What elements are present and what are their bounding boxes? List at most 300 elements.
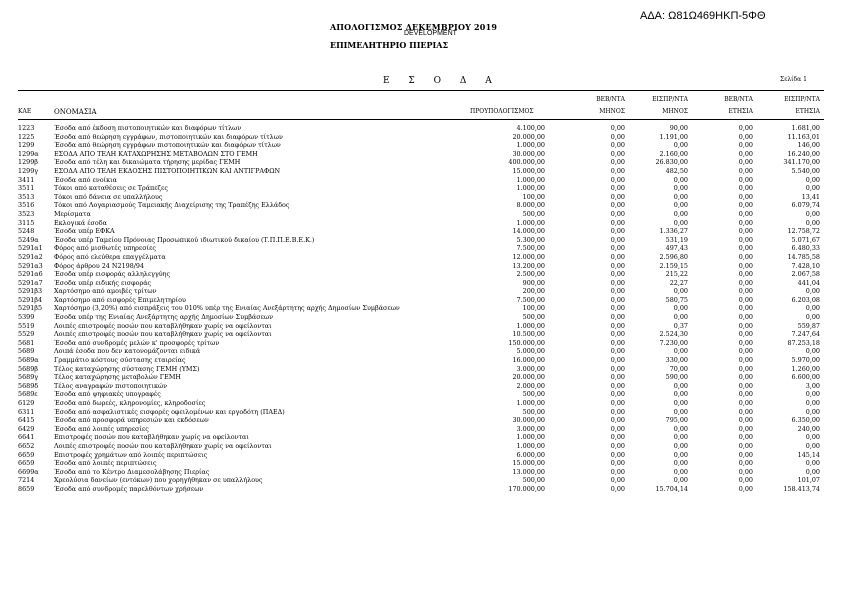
row-month-collect: 0,00 (673, 390, 688, 399)
row-kae: 5399 (18, 313, 35, 322)
row-kae: 3115 (18, 218, 35, 227)
row-month-commit: 0,00 (610, 373, 625, 382)
row-month-commit: 0,00 (610, 459, 625, 468)
row-month-commit: 0,00 (610, 390, 625, 399)
row-year-commit: 0,00 (738, 433, 753, 442)
row-budget: 4.100,00 (516, 124, 545, 132)
row-kae: 6429 (18, 424, 35, 433)
row-budget: 12.000,00 (512, 252, 545, 261)
row-kae: 3513 (18, 192, 35, 201)
row-month-commit: 0,00 (610, 287, 625, 296)
row-year-commit: 0,00 (738, 484, 753, 493)
row-name: Έσοδα από το Κέντρο Διαμεσολάβησης Πιερίας (54, 467, 210, 476)
row-month-commit: 0,00 (610, 433, 625, 442)
row-kae: 3523 (18, 209, 35, 218)
row-year-collect: 0,00 (805, 218, 820, 227)
row-kae: 3516 (18, 201, 35, 210)
row-year-collect: 0,00 (805, 313, 820, 322)
table-row (0, 476, 842, 485)
row-year-commit: 0,00 (738, 235, 753, 244)
table-row (0, 244, 842, 253)
row-name: Έσοδα υπέρ εισφοράς αλληλεγγύης (54, 270, 171, 279)
organization-name: ΕΠΙΜΕΛΗΤΗΡΙΟ ΠΙΕΡΙΑΣ (330, 40, 449, 50)
row-kae: 6652 (18, 441, 35, 450)
row-budget: 500,00 (522, 313, 545, 322)
row-kae: 3511 (18, 184, 35, 193)
row-name: Έσοδα από ενοίκια (54, 175, 117, 184)
row-budget: 5.300,00 (516, 235, 545, 244)
row-month-collect: 0,00 (673, 201, 688, 210)
row-year-commit: 0,00 (738, 295, 753, 304)
row-year-collect: 0,00 (805, 407, 820, 416)
row-month-collect: 590,00 (665, 373, 688, 382)
row-budget: 14.000,00 (512, 227, 545, 236)
row-year-collect: 341.170,00 (783, 158, 820, 167)
row-month-collect: 2.596,80 (659, 252, 688, 261)
row-year-collect: 1.260,00 (791, 364, 820, 373)
row-kae: 5291α7 (18, 278, 43, 287)
col-header-budget: ΠΡΟΥΠΟΛΟΓΙΣΜΟΣ (470, 108, 534, 115)
row-year-collect: 6.203,08 (791, 295, 820, 304)
row-year-commit: 0,00 (738, 201, 753, 210)
row-kae: 1225 (18, 132, 35, 141)
row-year-collect: 0,00 (805, 175, 820, 184)
row-kae: 5689ε (18, 390, 38, 399)
row-year-collect: 6.600,00 (791, 373, 820, 382)
row-name: Επιστροφές χρημάτων από λοιπές περιπτώσεις (54, 450, 208, 459)
row-year-commit: 0,00 (738, 218, 753, 227)
row-year-collect: 0,00 (805, 459, 820, 468)
header-divider-bottom (18, 119, 824, 120)
row-month-commit: 0,00 (610, 201, 625, 210)
row-year-commit: 0,00 (738, 459, 753, 468)
row-month-commit: 0,00 (610, 252, 625, 261)
row-month-commit: 0,00 (610, 484, 625, 493)
row-year-collect: 13,41 (801, 192, 820, 201)
col-header-name: ΟΝΟΜΑΣΙΑ (54, 108, 97, 116)
row-budget: 2.000,00 (516, 381, 545, 390)
table-row (0, 390, 842, 399)
row-month-collect: 7.230,00 (659, 338, 688, 347)
row-year-commit: 0,00 (738, 166, 753, 175)
row-name: Μερίσματα (54, 209, 91, 218)
row-kae: 5291α6 (18, 270, 43, 279)
row-year-commit: 0,00 (738, 184, 753, 193)
row-month-commit: 0,00 (610, 141, 625, 150)
row-kae: 5689α (18, 356, 39, 365)
row-year-commit: 0,00 (738, 304, 753, 313)
row-year-commit: 0,00 (738, 124, 753, 132)
row-name: Χαρτόσημο από εισφορές Επιμελητηρίου (54, 295, 186, 304)
row-name: Έσοδα από συνδρομές μελών κ' προσφορές τρίτων (54, 338, 220, 347)
row-month-commit: 0,00 (610, 338, 625, 347)
table-row (0, 365, 842, 374)
row-month-commit: 0,00 (610, 399, 625, 407)
row-name: Έσοδα από δωρεές, κληρονομίες, κληροδοσίες (54, 399, 206, 407)
row-month-collect: 0,00 (673, 467, 688, 476)
report-title: ΑΠΟΛΟΓΙΣΜΟΣ ΔΕΚΕΜΒΡΙΟΥ 2019 (330, 22, 498, 32)
row-year-collect: 14.785,58 (787, 252, 820, 261)
row-year-collect: 101,07 (797, 476, 820, 485)
row-month-collect: 2.524,30 (659, 330, 688, 339)
row-name: Τόκοι από Λογαριασμούς Ταμειακής Διαχείρισης της Τραπέζης Ελλάδος (54, 201, 290, 210)
row-budget: 1.000,00 (516, 433, 545, 442)
row-month-commit: 0,00 (610, 304, 625, 313)
row-name: ΕΣΟΔΑ ΑΠΟ ΤΕΛΗ ΕΚΔΟΣΗΣ ΠΙΣΤΟΠΟΙΗΤΙΚΩΝ ΚΑΙ ΑΝΤΙΓΡΑΦΩΝ (54, 166, 281, 175)
row-name: Λοιπά έσοδα που δεν κατονομάζονται ειδικά (54, 347, 201, 356)
row-year-commit: 0,00 (738, 261, 753, 270)
row-budget: 500,00 (522, 390, 545, 399)
row-name: Χαρτόσημο (3,20%) από εισπράξεις του 010% υπέρ της Ενιαίας Ανεξάρτητης αρχής Δημοσίων Συμβάσεων (54, 304, 400, 313)
row-year-commit: 0,00 (738, 321, 753, 330)
row-budget: 3.000,00 (516, 424, 545, 433)
row-kae: 6311 (18, 407, 35, 416)
row-year-collect: 146,00 (797, 141, 820, 150)
row-month-collect: 531,19 (665, 235, 688, 244)
row-kae: 8659 (18, 484, 35, 493)
row-month-commit: 0,00 (610, 467, 625, 476)
row-year-collect: 7.428,10 (791, 261, 820, 270)
row-year-collect: 158.413,74 (783, 484, 820, 493)
row-month-commit: 0,00 (610, 407, 625, 416)
table-row (0, 287, 842, 296)
section-title: Ε Σ Ο Δ Α (383, 76, 500, 86)
row-budget: 100,00 (522, 192, 545, 201)
col-header-month-commit-1: ΒΕΒ/ΝΤΑ (596, 96, 625, 103)
col-header-kae: ΚΑΕ (18, 108, 32, 115)
table-row (0, 279, 842, 288)
row-year-collect: 11.163,01 (787, 132, 820, 141)
row-year-collect: 6.079,74 (791, 201, 820, 210)
row-name: Έσοδα από τέλη και δικαιώματα τήρησης μερίδας ΓΕΜΗ (54, 158, 241, 167)
row-budget: 500,00 (522, 476, 545, 485)
row-kae: 5291α2 (18, 252, 43, 261)
row-month-collect: 70,00 (669, 364, 688, 373)
page-number: Σελίδα 1 (780, 76, 807, 83)
row-year-collect: 0,00 (805, 209, 820, 218)
row-year-collect: 0,00 (805, 390, 820, 399)
row-year-collect: 441,04 (797, 278, 820, 287)
row-budget: 15.000,00 (512, 459, 545, 468)
row-year-commit: 0,00 (738, 407, 753, 416)
row-kae: 5248 (18, 227, 35, 236)
table-row (0, 451, 842, 460)
row-name: Επιστροφές ποσών που καταβλήθηκαν χωρίς να οφείλονται (54, 433, 249, 442)
row-month-collect: 1.336,27 (659, 227, 688, 236)
row-budget: 20.000,00 (512, 132, 545, 141)
row-kae: 5291β3 (18, 287, 43, 296)
row-year-collect: 3,00 (805, 381, 820, 390)
row-budget: 30.000,00 (512, 416, 545, 425)
table-row (0, 442, 842, 451)
table-row (0, 373, 842, 382)
table-row (0, 253, 842, 262)
row-name: Τέλος αναγραφών πιστοποιητικών (54, 381, 168, 390)
row-name: Χρεολύσια δανείων (εντόκων) που χορηγήθηκαν σε υπαλλήλους (54, 476, 263, 485)
row-year-commit: 0,00 (738, 192, 753, 201)
row-month-commit: 0,00 (610, 209, 625, 218)
row-year-commit: 0,00 (738, 467, 753, 476)
row-name: ΕΣΟΔΑ ΑΠΟ ΤΕΛΗ ΚΑΤΑΧΩΡΗΣΗΣ ΜΕΤΑΒΟΛΩΝ ΣΤΟ ΓΕΜΗ (54, 149, 258, 158)
row-month-collect: 482,50 (665, 166, 688, 175)
col-header-year-commit-2: ΕΤΗΣΙΑ (728, 108, 753, 115)
table-row (0, 433, 842, 442)
row-month-collect: 0,00 (673, 347, 688, 356)
row-month-collect: 0,00 (673, 433, 688, 442)
row-year-commit: 0,00 (738, 158, 753, 167)
row-year-commit: 0,00 (738, 381, 753, 390)
table-row (0, 304, 842, 313)
row-year-collect: 0,00 (805, 287, 820, 296)
row-month-collect: 580,75 (665, 295, 688, 304)
row-name: Έσοδα από συνδρομές παρελθόντων χρήσεων (54, 484, 204, 493)
row-name: Έσοδα από έκδοση πιστοποιητικών και διαφόρων τίτλων (54, 124, 242, 132)
row-name: Έσοδα υπέρ ειδικής εισφοράς (54, 278, 152, 287)
row-month-commit: 0,00 (610, 270, 625, 279)
table-row (0, 485, 842, 494)
table-row (0, 459, 842, 468)
row-budget: 5.000,00 (516, 347, 545, 356)
row-month-commit: 0,00 (610, 235, 625, 244)
row-budget: 16.000,00 (512, 356, 545, 365)
table-row (0, 408, 842, 417)
row-year-commit: 0,00 (738, 209, 753, 218)
row-budget: 2.500,00 (516, 270, 545, 279)
row-year-commit: 0,00 (738, 424, 753, 433)
row-month-collect: 0,00 (673, 381, 688, 390)
row-month-collect: 0,00 (673, 209, 688, 218)
table-row (0, 399, 842, 408)
row-year-collect: 0,00 (805, 347, 820, 356)
row-kae: 5249α (18, 235, 39, 244)
row-year-commit: 0,00 (738, 252, 753, 261)
row-year-commit: 0,00 (738, 441, 753, 450)
col-header-year-collect-1: ΕΙΣΠΡ/ΝΤΑ (784, 96, 820, 103)
row-budget: 400.000,00 (508, 158, 545, 167)
row-kae: 6699α (18, 467, 39, 476)
row-kae: 1299 (18, 141, 35, 150)
row-year-collect: 559,87 (797, 321, 820, 330)
row-year-collect: 1.681,00 (791, 124, 820, 132)
row-month-commit: 0,00 (610, 381, 625, 390)
row-kae: 1223 (18, 124, 35, 132)
row-year-commit: 0,00 (738, 390, 753, 399)
row-kae: 1299γ (18, 166, 39, 175)
row-name: Τέλος καταχώρησης μεταβολών ΓΕΜΗ (54, 373, 181, 382)
row-budget: 1.000,00 (516, 399, 545, 407)
table-row (0, 227, 842, 236)
table-row (0, 184, 842, 193)
table-row (0, 141, 842, 150)
row-month-collect: 0,00 (673, 287, 688, 296)
row-month-collect: 0,00 (673, 218, 688, 227)
row-budget: 1.000,00 (516, 218, 545, 227)
row-budget: 20.000,00 (512, 373, 545, 382)
col-header-month-commit-2: ΜΗΝΟΣ (599, 108, 625, 115)
row-month-collect: 0,00 (673, 313, 688, 322)
row-year-commit: 0,00 (738, 373, 753, 382)
row-month-commit: 0,00 (610, 132, 625, 141)
row-year-commit: 0,00 (738, 364, 753, 373)
row-name: Εκλογικά έσοδα (54, 218, 107, 227)
row-name: Φόρος άρθρου 24 Ν2198/94 (54, 261, 145, 270)
row-kae: 5689β (18, 364, 38, 373)
row-year-commit: 0,00 (738, 132, 753, 141)
row-name: Έσοδα από ασφαλιστικές εισφορές οφειλομένων και εργοδότη (ΠΑΕΔ) (54, 407, 285, 416)
row-kae: 5291β4 (18, 295, 43, 304)
row-month-commit: 0,00 (610, 476, 625, 485)
row-budget: 1.000,00 (516, 321, 545, 330)
row-year-commit: 0,00 (738, 287, 753, 296)
table-row (0, 270, 842, 279)
row-year-collect: 87.253,18 (787, 338, 820, 347)
row-year-commit: 0,00 (738, 175, 753, 184)
row-name: Έσοδα από λοιπές υπηρεσίες (54, 424, 149, 433)
table-row (0, 201, 842, 210)
row-month-collect: 0,00 (673, 192, 688, 201)
row-kae: 3411 (18, 175, 35, 184)
row-year-collect: 0,00 (805, 467, 820, 476)
table-row (0, 416, 842, 425)
row-month-collect: 0,00 (673, 141, 688, 150)
row-name: Φόρος από μισθωτές υπηρεσίες (54, 244, 156, 253)
row-budget: 200,00 (522, 287, 545, 296)
row-month-commit: 0,00 (610, 330, 625, 339)
row-year-commit: 0,00 (738, 416, 753, 425)
col-header-month-collect-2: ΜΗΝΟΣ (662, 108, 688, 115)
row-month-commit: 0,00 (610, 175, 625, 184)
overlay-stamp: DEVELOPMENT (404, 30, 457, 37)
row-year-commit: 0,00 (738, 450, 753, 459)
row-month-commit: 0,00 (610, 218, 625, 227)
row-year-collect: 5.071,67 (791, 235, 820, 244)
row-kae: 5291β5 (18, 304, 43, 313)
row-name: Τέλος καταχώρησης σύστασης ΓΕΜΗ (ΥΜΣ) (54, 364, 200, 373)
income-table (0, 124, 842, 494)
row-kae: 6415 (18, 416, 35, 425)
header-divider-top (18, 90, 824, 91)
ada-code: ΑΔΑ: Ω81Ω469ΗΚΠ-5ΦΘ (640, 10, 766, 22)
row-year-commit: 0,00 (738, 313, 753, 322)
row-budget: 1.000,00 (516, 184, 545, 193)
row-budget: 150.000,00 (508, 338, 545, 347)
row-kae: 5681 (18, 338, 35, 347)
col-header-year-commit-1: ΒΕΒ/ΝΤΑ (724, 96, 753, 103)
row-month-collect: 497,43 (665, 244, 688, 253)
row-name: Έσοδα από ψηφιακές υπογραφές (54, 390, 161, 399)
table-row (0, 124, 842, 133)
row-budget: 500,00 (522, 407, 545, 416)
row-name: Έσοδα από θεώρηση εγγράφων, πιστοποιητικών και διαφόρων τίτλων (54, 132, 283, 141)
table-row (0, 356, 842, 365)
table-row (0, 176, 842, 185)
row-month-collect: 2.160,00 (659, 149, 688, 158)
row-budget: 6.000,00 (516, 450, 545, 459)
row-budget: 10.500,00 (512, 330, 545, 339)
row-year-collect: 5.540,00 (791, 166, 820, 175)
row-year-commit: 0,00 (738, 149, 753, 158)
table-row (0, 313, 842, 322)
row-budget: 30.000,00 (512, 149, 545, 158)
row-month-collect: 90,00 (669, 124, 688, 132)
row-year-collect: 0,00 (805, 184, 820, 193)
row-year-commit: 0,00 (738, 227, 753, 236)
row-year-collect: 6.480,33 (791, 244, 820, 253)
row-year-commit: 0,00 (738, 399, 753, 407)
row-month-commit: 0,00 (610, 295, 625, 304)
row-year-collect: 0,00 (805, 399, 820, 407)
row-year-commit: 0,00 (738, 356, 753, 365)
row-month-commit: 0,00 (610, 441, 625, 450)
row-month-commit: 0,00 (610, 364, 625, 373)
row-name: Λοιπές επιστροφές ποσών που καταβλήθηκαν χωρίς να οφείλονται (54, 321, 272, 330)
row-month-collect: 0,00 (673, 450, 688, 459)
row-year-collect: 7.247,64 (791, 330, 820, 339)
row-kae: 5529 (18, 330, 35, 339)
table-row (0, 339, 842, 348)
row-month-collect: 0,00 (673, 175, 688, 184)
row-kae: 6659 (18, 459, 35, 468)
row-name: Έσοδα υπέρ Ταμείου Πρόνοιας Προσωπικού ιδιωτικού δικαίου (Τ.Π.Π.Ε.Β.Ε.Κ.) (54, 235, 315, 244)
row-year-collect: 145,14 (797, 450, 820, 459)
table-row (0, 167, 842, 176)
row-name: Λοιπές επιστροφές ποσών που καταβλήθηκαν χωρίς να οφείλονται (54, 441, 272, 450)
row-month-commit: 0,00 (610, 184, 625, 193)
row-kae: 5689δ (18, 381, 39, 390)
row-budget: 900,00 (522, 278, 545, 287)
row-budget: 500,00 (522, 209, 545, 218)
row-budget: 1.000,00 (516, 441, 545, 450)
row-budget: 3.000,00 (516, 364, 545, 373)
row-month-commit: 0,00 (610, 124, 625, 132)
row-year-collect: 5.970,00 (791, 356, 820, 365)
row-kae: 6659 (18, 450, 35, 459)
row-month-collect: 2.159,15 (659, 261, 688, 270)
table-row (0, 382, 842, 391)
row-year-commit: 0,00 (738, 278, 753, 287)
row-year-collect: 2.067,58 (791, 270, 820, 279)
row-month-collect: 330,00 (665, 356, 688, 365)
row-year-commit: 0,00 (738, 270, 753, 279)
row-month-commit: 0,00 (610, 416, 625, 425)
row-month-collect: 0,00 (673, 399, 688, 407)
table-row (0, 158, 842, 167)
row-year-commit: 0,00 (738, 476, 753, 485)
row-name: Λοιπές επιστροφές ποσών που καταβλήθηκαν χωρίς να οφείλονται (54, 330, 272, 339)
row-year-collect: 240,00 (797, 424, 820, 433)
row-month-collect: 0,00 (673, 304, 688, 313)
row-name: Τόκοι από δάνεια σε υπαλλήλους (54, 192, 163, 201)
row-kae: 1299β (18, 158, 38, 167)
table-row (0, 330, 842, 339)
row-kae: 7214 (18, 476, 35, 485)
row-month-commit: 0,00 (610, 356, 625, 365)
row-year-commit: 0,00 (738, 338, 753, 347)
row-budget: 8.000,00 (516, 201, 545, 210)
row-month-commit: 0,00 (610, 321, 625, 330)
col-header-year-collect-2: ΕΤΗΣΙΑ (795, 108, 820, 115)
table-row (0, 322, 842, 331)
row-budget: 170.000,00 (508, 484, 545, 493)
row-month-commit: 0,00 (610, 313, 625, 322)
row-month-commit: 0,00 (610, 424, 625, 433)
row-year-collect: 0,00 (805, 441, 820, 450)
row-month-collect: 0,00 (673, 459, 688, 468)
row-month-collect: 1.191,00 (659, 132, 688, 141)
row-month-collect: 22,27 (669, 278, 688, 287)
row-month-commit: 0,00 (610, 244, 625, 253)
row-year-commit: 0,00 (738, 347, 753, 356)
